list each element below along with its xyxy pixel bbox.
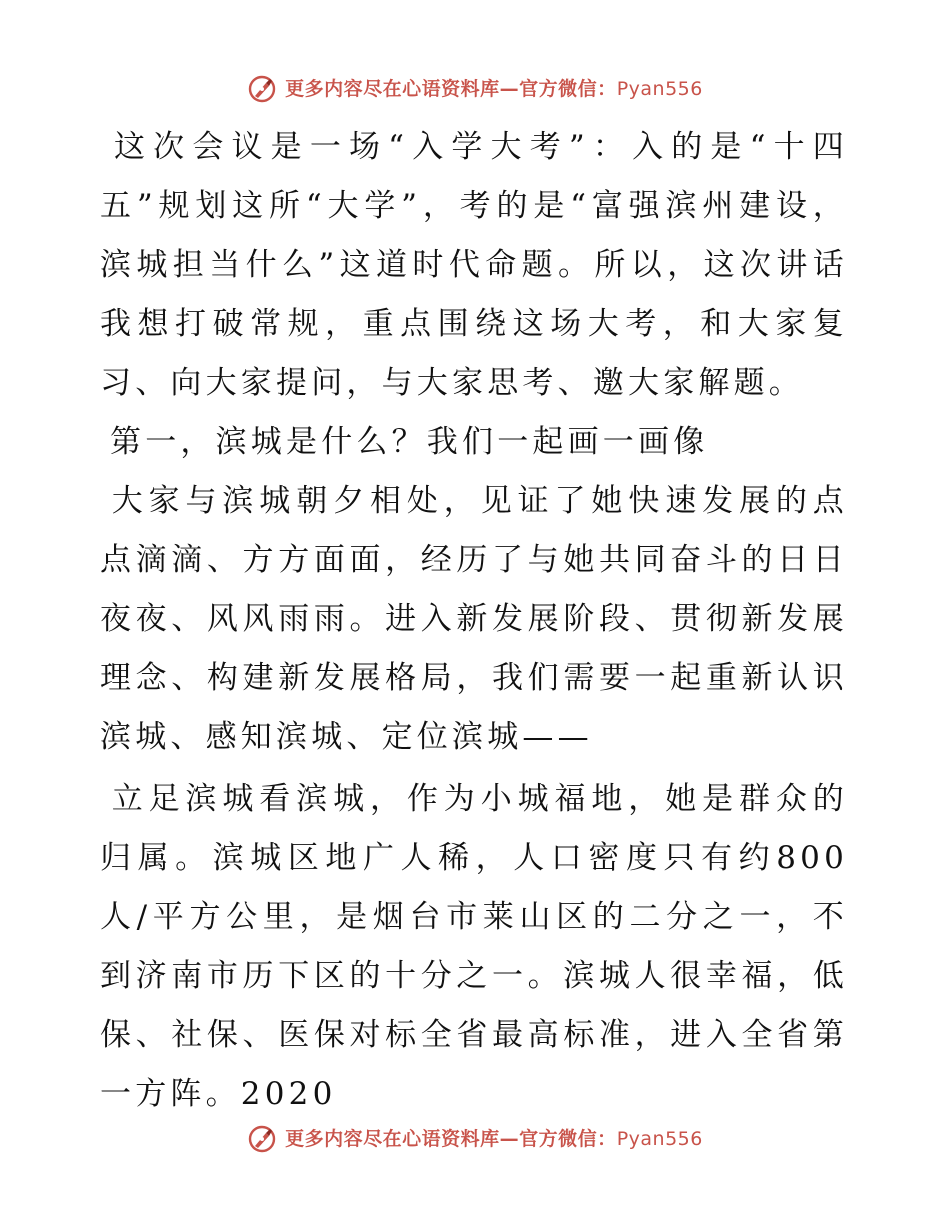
watermark-footer	[0, 1124, 950, 1154]
document-body	[100, 118, 848, 1124]
pen-logo-icon	[247, 74, 277, 104]
watermark-text: 更多内容尽在心语资料库—官方微信：Pyan556	[285, 78, 703, 100]
paragraph-overview: 大家与滨城朝夕相处，见证了她快速发展的点点滴滴、方方面面，经历了与她共同奋斗的日日夜夜、风风雨雨。进入新发展阶段、贯彻新发展理念、构建新发展格局，我们需要一起重新认识滨城、感知滨城、定位滨城——	[100, 483, 848, 755]
paragraph-local-view: 立足滨城看滨城，作为小城福地，她是群众的归属。滨城区地广人稀，人口密度只有约800人/平方公里，是烟台市莱山区的二分之一，不到济南市历下区的十分之一。滨城人很幸福，低保、社保、医保对标全省最高标准，进入全省第一方阵。2020	[100, 781, 848, 1112]
pen-logo-icon	[247, 1124, 277, 1154]
watermark-text: 更多内容尽在心语资料库—官方微信：Pyan556	[285, 1128, 703, 1150]
paragraph-intro: 这次会议是一场“入学大考”：入的是“十四五”规划这所“大学”，考的是“富强滨州建设，滨城担当什么”这道时代命题。所以，这次讲话我想打破常规，重点围绕这场大考，和大家复习、向大家提问，与大家思考、邀大家解题。	[100, 129, 848, 401]
wechat-id: Pyan556	[616, 78, 703, 100]
watermark-header	[0, 74, 950, 104]
wechat-id: Pyan556	[616, 1128, 703, 1150]
section-heading: 第一，滨城是什么？我们一起画一画像	[110, 424, 709, 460]
